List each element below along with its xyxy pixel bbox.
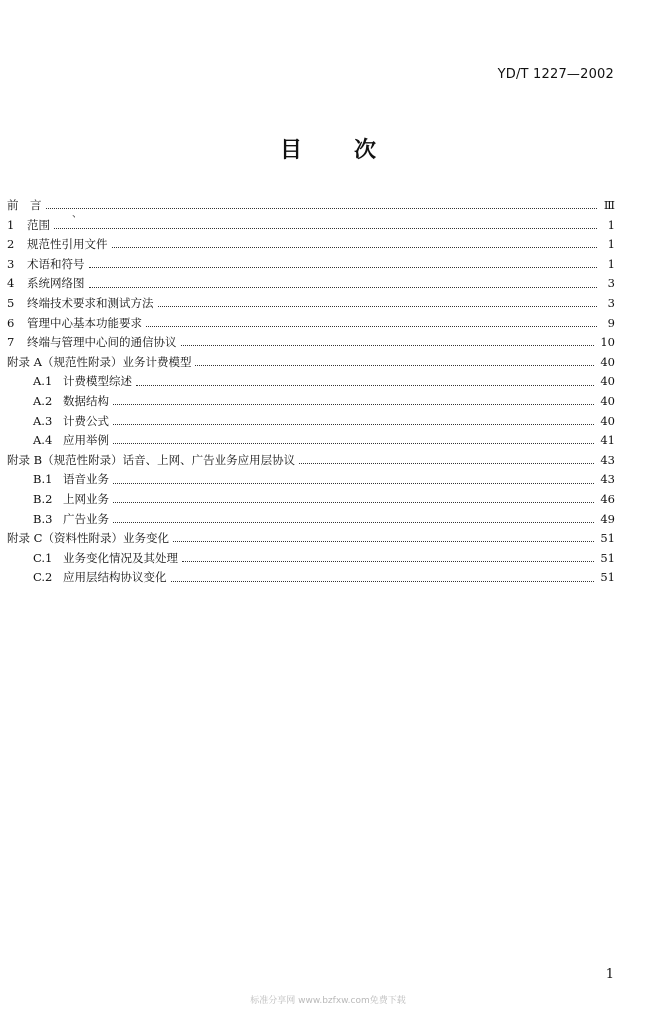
toc-entry-label: 计费公式 [63,413,109,428]
toc-entry-number: 2 [7,237,15,252]
toc-dot-leader [173,541,594,542]
toc-entry-label: 附录 A（规范性附录）业务计费模型 [7,354,192,369]
toc-entry[interactable] [7,470,615,490]
toc-entry-label: 术语和符号 [27,256,85,271]
toc-entry[interactable] [7,431,615,451]
toc-entry-page: 40 [600,393,615,408]
toc-entry-number: C.2 [33,570,53,585]
toc-entry-page: 43 [600,472,615,487]
toc-entry[interactable] [7,412,615,432]
toc-dot-leader [113,443,594,444]
toc-entry-label: 语音业务 [63,472,109,487]
toc-dot-leader [54,228,597,229]
toc-entry-label: 上网业务 [63,491,109,506]
toc-dot-leader [113,404,594,405]
toc-entry-label: 范围 [27,217,50,232]
toc-entry-label: 计费模型综述 [63,374,132,389]
toc-entry-label: 附录 B（规范性附录）话音、上网、广告业务应用层协议 [7,452,296,467]
toc-entry-label: 业务变化情况及其处理 [63,550,178,565]
toc-entry[interactable] [7,353,615,373]
toc-entry-page: 41 [600,433,615,448]
toc-entry-number: B.2 [33,491,53,506]
toc-entry[interactable] [7,235,615,255]
toc-dot-leader [195,365,594,366]
toc-entry[interactable] [7,549,615,569]
stray-mark: 、 [72,209,82,220]
toc-dot-leader [113,424,594,425]
toc-entry-number: B.1 [33,472,53,487]
page-number: 1 [605,967,614,982]
toc-entry-number: A.1 [33,374,53,389]
toc-entry-page: 43 [600,452,615,467]
toc-entry-number: 5 [7,295,15,310]
toc-entry-number: B.3 [33,511,53,526]
toc-dot-leader [171,581,595,582]
toc-dot-leader [113,502,594,503]
toc-entry-page: 51 [600,531,615,546]
toc-entry-number: A.3 [33,413,53,428]
toc-entry-label: 终端与管理中心间的通信协议 [27,335,177,350]
toc-entry-page: 3 [607,295,615,310]
toc-entry-label: 数据结构 [63,393,109,408]
toc-dot-leader [113,483,594,484]
toc-entry-page: 3 [607,276,615,291]
toc-entry[interactable] [7,392,615,412]
toc-entry-number: 4 [7,276,15,291]
toc-entry[interactable] [7,255,615,275]
toc-entry[interactable] [7,510,615,530]
toc-entry-number: A.4 [33,433,53,448]
toc-entry[interactable] [7,314,615,334]
toc-entry-number: C.1 [33,550,53,565]
toc-dot-leader [146,326,597,327]
standard-code: YD/T 1227—2002 [497,67,614,82]
toc-entry[interactable] [7,216,615,236]
toc-entry-number: A.2 [33,393,53,408]
toc-dot-leader [136,385,594,386]
toc-entry-label: 应用层结构协议变化 [63,570,167,585]
toc-entry[interactable] [7,196,615,216]
toc-dot-leader [89,287,598,288]
toc-entry[interactable] [7,372,615,392]
toc-entry-page: 40 [600,413,615,428]
toc-entry-number: 6 [7,315,15,330]
toc-entry-number: 7 [7,335,15,350]
toc-entry-label: 规范性引用文件 [27,237,108,252]
toc-entry[interactable] [7,490,615,510]
toc-entry[interactable] [7,294,615,314]
toc-dot-leader [89,267,598,268]
toc-dot-leader [112,247,598,248]
toc-entry-page: 9 [607,315,615,330]
toc-entry[interactable] [7,529,615,549]
toc-entry-page: 51 [600,550,615,565]
toc-entry-page: 40 [600,374,615,389]
toc-dot-leader [181,345,595,346]
toc-dot-leader [182,561,594,562]
toc-entry-label: 附录 C（资料性附录）业务变化 [7,531,169,546]
toc-entry-page: 51 [600,570,615,585]
toc-entry-page: 40 [600,354,615,369]
title-char-1: 目 [279,138,302,163]
toc-entry-label: 管理中心基本功能要求 [27,315,142,330]
toc-entry-page: 1 [607,256,615,271]
toc-entry[interactable] [7,451,615,471]
toc-entry-label: 前 言 [7,198,42,212]
toc-entry[interactable] [7,568,615,588]
toc-entry-page: 1 [607,217,615,232]
toc-dot-leader [113,522,594,523]
toc-dot-leader [46,208,598,209]
toc-entry[interactable] [7,274,615,294]
toc-dot-leader [299,463,594,464]
page-title [0,133,656,164]
toc-entry-page: 49 [600,511,615,526]
watermark: 标准分享网 www.bzfxw.com免费下载 [250,996,406,1006]
toc-entry[interactable] [7,333,615,353]
toc-entry-page: 10 [600,335,615,350]
toc-entry-label: 广告业务 [63,511,109,526]
toc-entry-number: 1 [7,217,15,232]
title-char-2: 次 [354,138,377,163]
table-of-contents [7,196,615,588]
toc-entry-label: 应用举例 [63,433,109,448]
toc-entry-label: 系统网络图 [27,276,85,291]
toc-entry-label: 终端技术要求和测试方法 [27,295,154,310]
toc-entry-page: 46 [600,491,615,506]
toc-entry-page: Ⅲ [603,198,615,212]
toc-dot-leader [158,306,598,307]
toc-entry-page: 1 [607,237,615,252]
toc-entry-number: 3 [7,256,15,271]
